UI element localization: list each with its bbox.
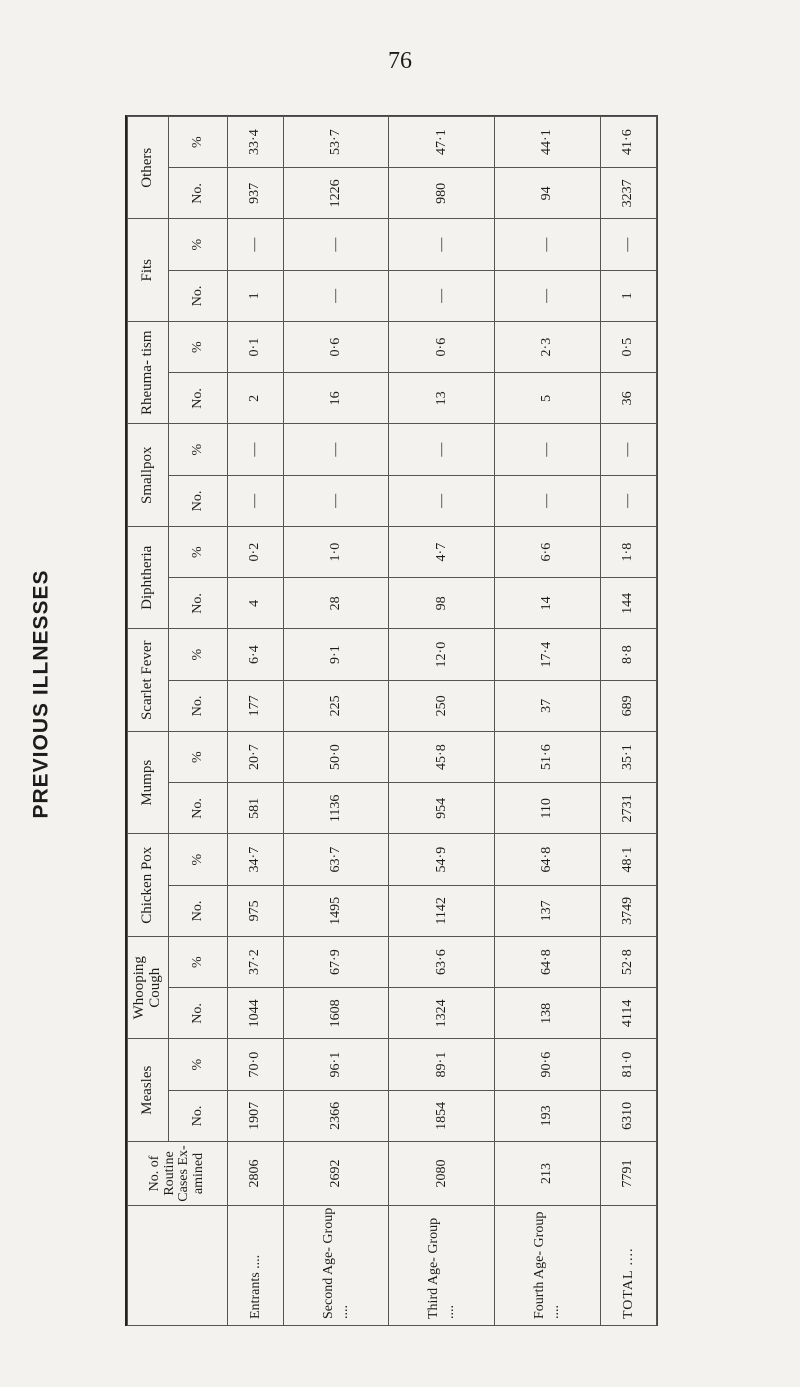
table-cell: 1142 [389, 885, 495, 936]
table-cell: — [389, 270, 495, 321]
table-cell: 50·0 [283, 732, 389, 783]
table-cell: — [495, 219, 601, 270]
group-header-whooping-cough: Whooping Cough [128, 937, 169, 1040]
sub-header-pct: % [168, 834, 227, 885]
table-cell: 51·6 [495, 732, 601, 783]
table-cell: 110 [495, 783, 601, 834]
table-cell: — [283, 270, 389, 321]
table-cell: — [227, 424, 283, 475]
table-cell: — [227, 475, 283, 526]
row-label: Entrants .... [227, 1206, 283, 1326]
routine-cases-cell: 213 [495, 1142, 601, 1206]
table-cell: 64·8 [495, 834, 601, 885]
table-cell: 17·4 [495, 629, 601, 680]
table-row [495, 117, 601, 1326]
table-cell: 53·7 [283, 117, 389, 168]
table-cell: 45·8 [389, 732, 495, 783]
table-cell: 937 [227, 168, 283, 219]
table-cell: 35·1 [600, 732, 656, 783]
group-header-row [128, 117, 169, 1326]
table-cell: 0·2 [227, 527, 283, 578]
row-label-total: TOTAL .... [600, 1206, 656, 1326]
table-cell: 16 [283, 373, 389, 424]
table-cell: 9·1 [283, 629, 389, 680]
table-cell: 2366 [283, 1090, 389, 1141]
table-cell: 0·5 [600, 322, 656, 373]
table-cell: 70·0 [227, 1039, 283, 1090]
table-cell: 4 [227, 578, 283, 629]
table-cell: 34·7 [227, 834, 283, 885]
illness-table-frame [125, 115, 658, 1326]
table-cell: — [283, 475, 389, 526]
sub-header-pct: % [168, 527, 227, 578]
table-cell: 0·1 [227, 322, 283, 373]
table-cell: — [495, 475, 601, 526]
row-label: Third Age- Group .... [389, 1206, 495, 1326]
table-cell: 37 [495, 680, 601, 731]
sub-header-no: No. [168, 475, 227, 526]
table-cell: 225 [283, 680, 389, 731]
page-number: 76 [388, 48, 412, 74]
table-cell: — [389, 219, 495, 270]
table-cell: 12·0 [389, 629, 495, 680]
sub-header-pct: % [168, 424, 227, 475]
table-cell: 144 [600, 578, 656, 629]
table-cell: 54·9 [389, 834, 495, 885]
group-header-scarlet-fever: Scarlet Fever [128, 629, 169, 732]
row-label-header [128, 1206, 228, 1326]
table-cell: 1136 [283, 783, 389, 834]
sub-header-no: No. [168, 270, 227, 321]
table-cell: 2 [227, 373, 283, 424]
table-cell: 4·7 [389, 527, 495, 578]
row-label: Fourth Age- Group .... [495, 1206, 601, 1326]
group-header-measles: Measles [128, 1039, 169, 1142]
table-cell: 44·1 [495, 117, 601, 168]
sub-header-pct: % [168, 322, 227, 373]
table-cell: 89·1 [389, 1039, 495, 1090]
sub-header-pct: % [168, 629, 227, 680]
table-cell: 94 [495, 168, 601, 219]
table-cell: 2731 [600, 783, 656, 834]
previous-illnesses-table [127, 116, 657, 1326]
routine-cases-cell: 7791 [600, 1142, 656, 1206]
routine-cases-header: No. of Routine Cases Ex- amined [128, 1142, 228, 1206]
table-cell: — [389, 424, 495, 475]
table-cell: 689 [600, 680, 656, 731]
table-row [283, 117, 389, 1326]
table-cell: — [389, 475, 495, 526]
table-cell: 52·8 [600, 937, 656, 988]
table-cell: — [600, 424, 656, 475]
table-cell: 3749 [600, 885, 656, 936]
sub-header-pct: % [168, 937, 227, 988]
table-cell: 1044 [227, 988, 283, 1039]
sub-header-no: No. [168, 1090, 227, 1141]
table-cell: 13 [389, 373, 495, 424]
table-cell: 47·1 [389, 117, 495, 168]
table-row-total [600, 117, 656, 1326]
table-cell: — [495, 270, 601, 321]
row-label: Second Age- Group .... [283, 1206, 389, 1326]
table-cell: 4114 [600, 988, 656, 1039]
group-header-chicken-pox: Chicken Pox [128, 834, 169, 937]
table-cell: 581 [227, 783, 283, 834]
table-cell: 20·7 [227, 732, 283, 783]
group-header-diphtheria: Diphtheria [128, 527, 169, 630]
table-row [227, 117, 283, 1326]
table-cell: 41·6 [600, 117, 656, 168]
table-cell: 6310 [600, 1090, 656, 1141]
table-cell: 138 [495, 988, 601, 1039]
table-cell: 48·1 [600, 834, 656, 885]
table-row [389, 117, 495, 1326]
table-cell: 36 [600, 373, 656, 424]
table-cell: 0·6 [283, 322, 389, 373]
table-cell: — [495, 424, 601, 475]
table-cell: 137 [495, 885, 601, 936]
group-header-smallpox: Smallpox [128, 424, 169, 527]
sub-header-no: No. [168, 168, 227, 219]
table-cell: — [600, 219, 656, 270]
running-head-text: PREVIOUS ILLNESSES [30, 568, 53, 819]
table-cell: 64·8 [495, 937, 601, 988]
table-cell: 63·6 [389, 937, 495, 988]
sub-header-pct: % [168, 117, 227, 168]
table-cell: 67·9 [283, 937, 389, 988]
table-cell: 28 [283, 578, 389, 629]
table-cell: 1 [600, 270, 656, 321]
table-cell: 193 [495, 1090, 601, 1141]
table-cell: 90·6 [495, 1039, 601, 1090]
table-cell: 1·0 [283, 527, 389, 578]
table-cell: 3237 [600, 168, 656, 219]
group-header-others: Others [128, 117, 169, 220]
sub-header-no: No. [168, 885, 227, 936]
table-cell: 1·8 [600, 527, 656, 578]
table-cell: 1226 [283, 168, 389, 219]
table-cell: 1 [227, 270, 283, 321]
sub-header-pct: % [168, 219, 227, 270]
routine-cases-cell: 2080 [389, 1142, 495, 1206]
sub-header-pct: % [168, 732, 227, 783]
table-cell: 98 [389, 578, 495, 629]
table-cell: 81·0 [600, 1039, 656, 1090]
table-cell: 14 [495, 578, 601, 629]
table-cell: 96·1 [283, 1039, 389, 1090]
table-cell: 250 [389, 680, 495, 731]
table-cell: — [283, 219, 389, 270]
table-cell: 1324 [389, 988, 495, 1039]
routine-cases-cell: 2692 [283, 1142, 389, 1206]
table-cell: 1854 [389, 1090, 495, 1141]
table-cell: 1907 [227, 1090, 283, 1141]
table-cell: 1495 [283, 885, 389, 936]
table-cell: 980 [389, 168, 495, 219]
group-header-rheumatism: Rheuma- tism [128, 322, 169, 425]
sub-header-no: No. [168, 988, 227, 1039]
table-cell: — [283, 424, 389, 475]
sub-header-pct: % [168, 1039, 227, 1090]
table-cell: 33·4 [227, 117, 283, 168]
table-cell: 177 [227, 680, 283, 731]
group-header-mumps: Mumps [128, 732, 169, 835]
table-cell: 37·2 [227, 937, 283, 988]
table-cell: 2·3 [495, 322, 601, 373]
table-cell: — [600, 475, 656, 526]
table-cell: 63·7 [283, 834, 389, 885]
table-cell: 1608 [283, 988, 389, 1039]
sub-header-no: No. [168, 578, 227, 629]
sub-header-no: No. [168, 783, 227, 834]
table-cell: — [227, 219, 283, 270]
routine-cases-cell: 2806 [227, 1142, 283, 1206]
running-head [22, 20, 62, 1367]
table-cell: 8·8 [600, 629, 656, 680]
table-cell: 975 [227, 885, 283, 936]
table-cell: 6·6 [495, 527, 601, 578]
table-cell: 6·4 [227, 629, 283, 680]
table-cell: 954 [389, 783, 495, 834]
sub-header-no: No. [168, 680, 227, 731]
rotated-table-container [127, 116, 657, 1326]
group-header-fits: Fits [128, 219, 169, 322]
sub-header-no: No. [168, 373, 227, 424]
table-cell: 5 [495, 373, 601, 424]
table-cell: 0·6 [389, 322, 495, 373]
